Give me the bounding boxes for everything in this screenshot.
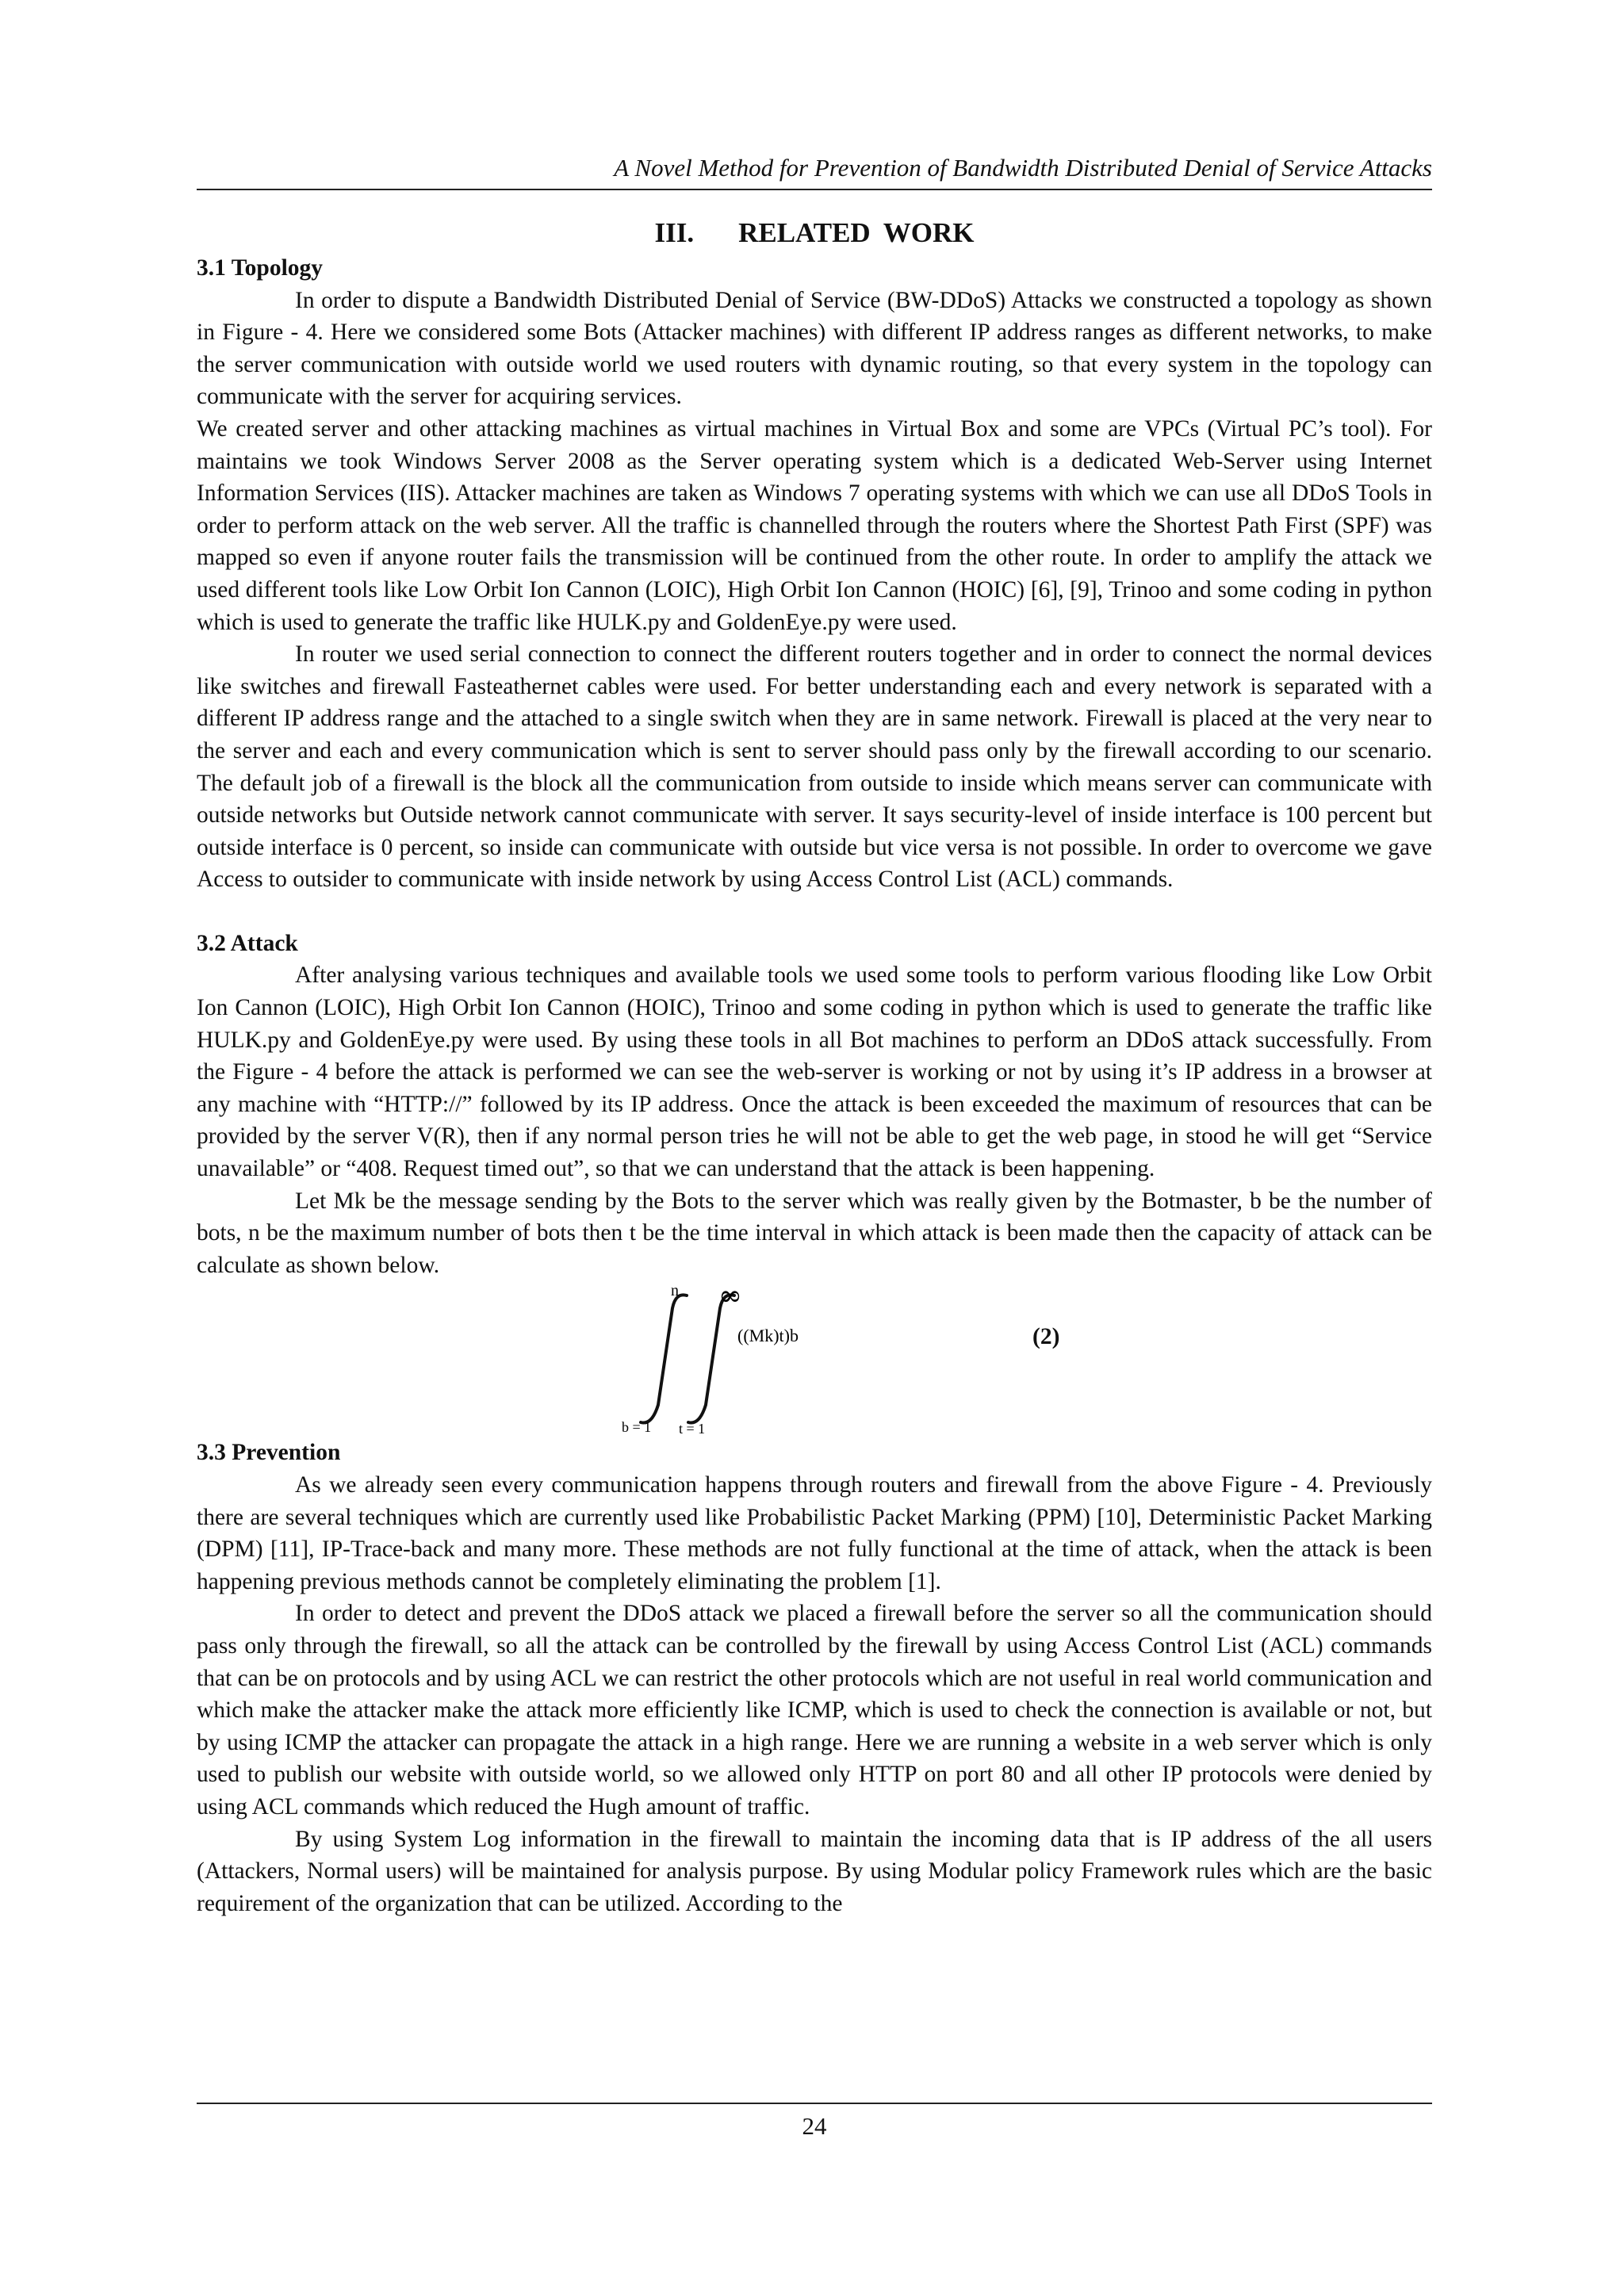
section-name: RELATED WORK bbox=[738, 217, 975, 248]
double-integral-equation bbox=[617, 1286, 871, 1437]
inner-integral-sign bbox=[688, 1295, 734, 1423]
inner-lower-limit: t = 1 bbox=[679, 1421, 706, 1437]
section-title bbox=[197, 216, 1432, 251]
footer-rule bbox=[197, 2103, 1432, 2104]
paragraph: In order to dispute a Bandwidth Distributed Denial of Service (BW-DDoS) Attacks we constructed a topology as shown in Figure - 4. Here we considered some Bots (Attacker machines) with different IP address ranges as different networks, to make the server communication with outside world we used routers with dynamic routing, so that every system in the topology can communicate with the server for acquiring services. bbox=[197, 287, 1432, 410]
paragraph: In router we used serial connection to connect the different routers together and in order to connect the normal devices like switches and firewall Fasteathernet cables were used. For better understanding each and every network is separated with a different IP address range and the attached to a single switch when they are in same network. Firewall is placed at the very near to the server and each and every communication which is sent to server should pass only by the firewall according to our scenario. The default job of a firewall is the block all the communication from outside to inside which means server can communicate with outside networks but Outside network cannot communicate with server. It says security-level of inside interface is 100 percent but outside interface is 0 percent, so inside can communicate with outside but vice versa is not possible. In order to overcome we gave Access to outsider to communicate with inside network by using Access Control List (ACL) commands. bbox=[197, 641, 1432, 893]
equation-number: (2) bbox=[1032, 1324, 1060, 1350]
subsection-heading-topology: 3.1 Topology bbox=[197, 255, 324, 281]
equation-block bbox=[197, 1286, 1432, 1437]
section-number: III. bbox=[654, 217, 695, 248]
inner-upper-limit: ∞ bbox=[718, 1286, 742, 1313]
paragraph: By using System Log information in the firewall to maintain the incoming data that is IP address of the all users (Attackers, Normal users) will be maintained for analysis purpose. By using Modular policy Framework rules which are the basic requirement of the organization that can be utilized. According to the bbox=[197, 1826, 1432, 1916]
spacer bbox=[197, 896, 1432, 928]
outer-lower-limit: b = 1 bbox=[622, 1419, 652, 1436]
body-text bbox=[197, 252, 1432, 1919]
page-number: 24 bbox=[802, 2112, 827, 2140]
paragraph: We created server and other attacking machines as virtual machines in Virtual Box and some are VPCs (Virtual PC’s tool). For maintains we took Windows Server 2008 as the Server operating system which is a dedicated Web-Server using Internet Information Services (IIS). Attacker machines are taken as Windows 7 operating systems with which we can use all DDoS Tools in order to perform attack on the web server. All the traffic is channelled through the routers where the Shortest Path First (SPF) was mapped so even if anyone router fails the transmission will be continued from the other route. In order to amplify the attack we used different tools like Low Orbit Ion Cannon (LOIC), High Orbit Ion Cannon (HOIC) [6], [9], Trinoo and some coding in python which is used to generate the traffic like HULK.py and GoldenEye.py were used. bbox=[197, 415, 1432, 635]
outer-integral-sign bbox=[641, 1295, 687, 1423]
subsection-heading-prevention: 3.3 Prevention bbox=[197, 1440, 341, 1466]
header-rule bbox=[197, 189, 1432, 190]
integrand: ((Mk)t)b bbox=[737, 1326, 799, 1346]
paragraph: After analysing various techniques and available tools we used some tools to perform various flooding like Low Orbit Ion Cannon (LOIC), High Orbit Ion Cannon (HOIC), Trinoo and some coding in python which is used to generate the traffic like HULK.py and GoldenEye.py were used. By using these tools in all Bot machines to perform an DDoS attack successfully. From the Figure - 4 before the attack is performed we can see the web-server is working or not by using it’s IP address in a browser at any machine with “HTTP://” followed by its IP address. Once the attack is been exceeded the maximum of resources that can be provided by the server V(R), then if any normal person tries he will not be able to get the web page, in stood he will get “Service unavailable” or “408. Request timed out”, so that we can understand that the attack is been happening. bbox=[197, 962, 1432, 1182]
outer-upper-limit: n bbox=[671, 1286, 679, 1300]
paragraph: In order to detect and prevent the DDoS attack we placed a firewall before the server so all the communication should pass only through the firewall, so all the attack can be controlled by the firewall by using Access Control List (ACL) commands that can be on protocols and by using ACL we can restrict the other protocols which are not useful in real world communication and which make the attacker make the attack more efficiently like ICMP, which is used to check the connection is available or not, but by using ICMP the attacker can propagate the attack in a high range. Here we are running a website in a web server which is only used to publish our website with outside world, so we allowed only HTTP on port 80 and all other IP protocols were denied by using ACL commands which reduced the Hugh amount of traffic. bbox=[197, 1601, 1432, 1820]
running-head: A Novel Method for Prevention of Bandwidth Distributed Denial of Service Attacks bbox=[614, 154, 1432, 182]
paragraph: Let Mk be the message sending by the Bots to the server which was really given by the Botmaster, b be the number of bots, n be the maximum number of bots then t be the time interval in which attack is been made then the capacity of attack can be calculate as shown below. bbox=[197, 1188, 1432, 1278]
paragraph: As we already seen every communication happens through routers and firewall from the above Figure - 4. Previously there are several techniques which are currently used like Probabilistic Packet Marking (PPM) [10], Deterministic Packet Marking (DPM) [11], IP-Trace-back and many more. These methods are not fully functional at the time of attack, when the attack is been happening previous methods cannot be completely eliminating the problem [1]. bbox=[197, 1472, 1432, 1594]
subsection-heading-attack: 3.2 Attack bbox=[197, 930, 298, 956]
